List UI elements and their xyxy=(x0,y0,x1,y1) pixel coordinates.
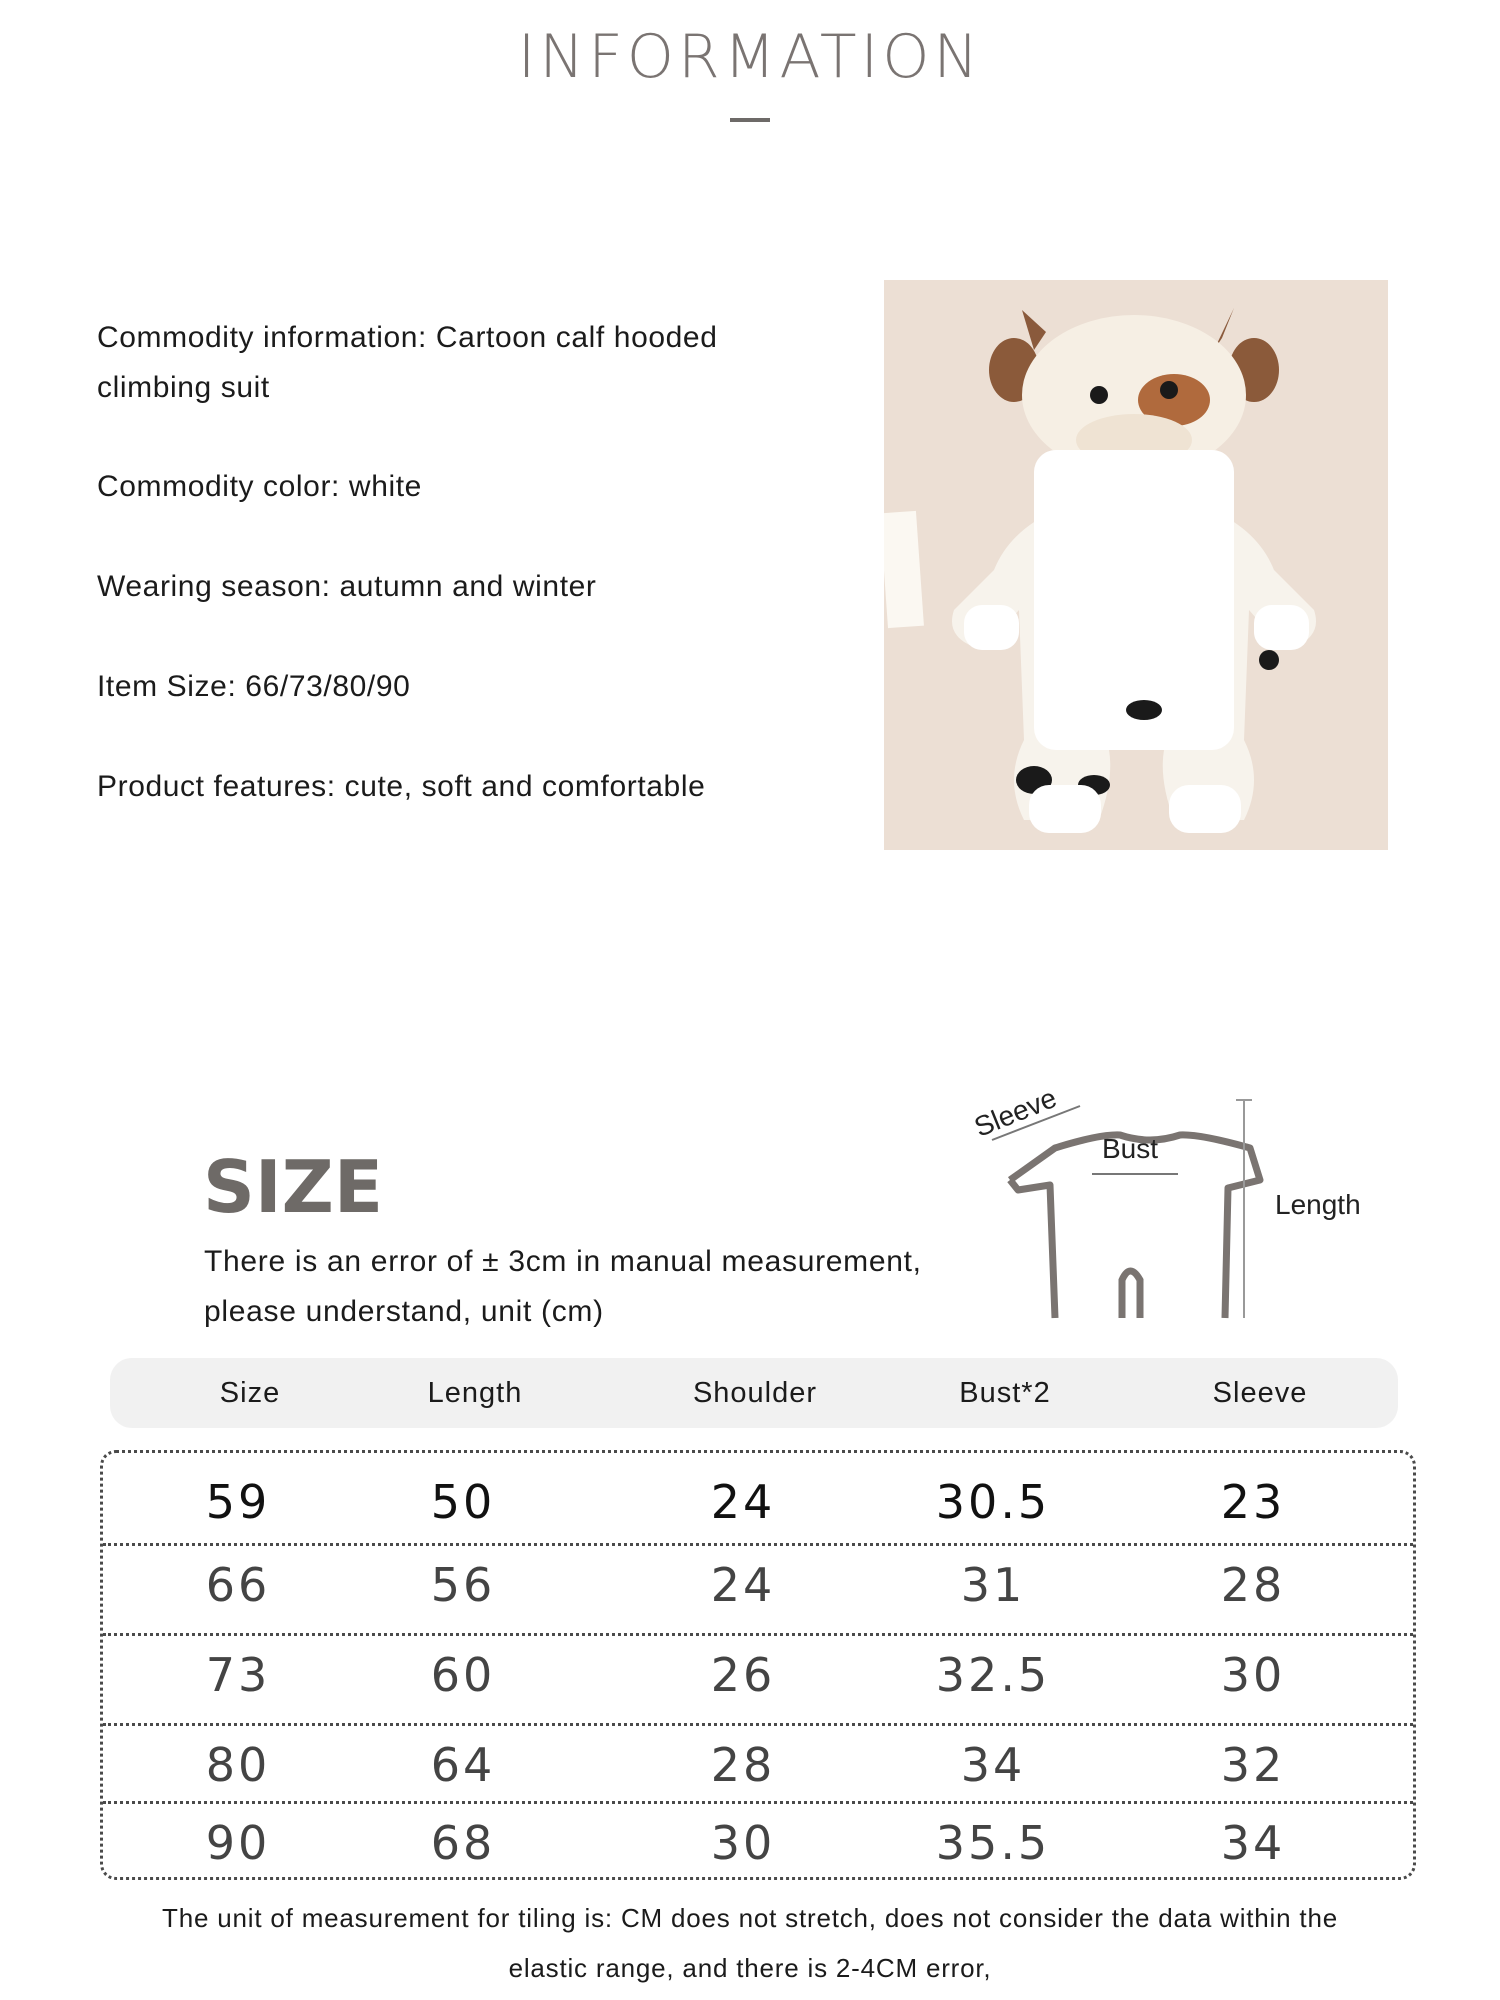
cell-bust: 31 xyxy=(960,1558,1026,1612)
cell-bust: 35.5 xyxy=(935,1816,1051,1870)
cell-size: 73 xyxy=(205,1648,271,1702)
footer-note-line2: elastic range, and there is 2-4CM error, xyxy=(508,1953,992,1983)
footer-note-line1: The unit of measurement for tiling is: CM does not stretch, does not consider the data within the xyxy=(162,1903,1338,1933)
commodity-info-line1: Commodity information: Cartoon calf hooded xyxy=(97,321,718,354)
cell-length: 56 xyxy=(430,1558,496,1612)
commodity-color: Commodity color: white xyxy=(97,470,422,503)
cell-shoulder: 24 xyxy=(710,1475,776,1529)
row-divider xyxy=(103,1633,1413,1636)
bust-label: Bust xyxy=(1102,1133,1159,1164)
size-heading: SIZE xyxy=(203,1145,384,1229)
size-table-header xyxy=(110,1358,1398,1428)
wearing-season: Wearing season: autumn and winter xyxy=(97,570,597,603)
product-features: Product features: cute, soft and comfortable xyxy=(97,770,706,803)
title-divider xyxy=(730,118,770,122)
cell-size: 66 xyxy=(205,1558,271,1612)
sleeve-label: Sleeve xyxy=(969,1081,1061,1143)
cell-bust: 34 xyxy=(960,1738,1026,1792)
cell-sleeve: 32 xyxy=(1220,1738,1286,1792)
cell-size: 90 xyxy=(205,1816,271,1870)
row-divider xyxy=(103,1801,1413,1804)
cell-shoulder: 24 xyxy=(710,1558,776,1612)
cell-length: 60 xyxy=(430,1648,496,1702)
cell-shoulder: 28 xyxy=(710,1738,776,1792)
cell-sleeve: 30 xyxy=(1220,1648,1286,1702)
header-length: Length xyxy=(427,1377,523,1409)
garment-crotch xyxy=(1122,1271,1140,1318)
cow-romper-illustration xyxy=(884,280,1388,850)
row-divider xyxy=(103,1543,1413,1546)
length-label: Length xyxy=(1275,1189,1361,1220)
page-title: INFORMATION xyxy=(517,22,983,92)
cell-shoulder: 26 xyxy=(710,1648,776,1702)
row-divider xyxy=(103,1723,1413,1726)
cell-sleeve: 28 xyxy=(1220,1558,1286,1612)
garment-outline-left xyxy=(1010,1180,1055,1318)
cell-length: 64 xyxy=(430,1738,496,1792)
size-note-line2: please understand, unit (cm) xyxy=(204,1295,604,1328)
cell-bust: 30.5 xyxy=(935,1475,1051,1529)
header-shoulder: Shoulder xyxy=(692,1377,818,1409)
product-photo xyxy=(884,280,1388,850)
cell-bust: 32.5 xyxy=(935,1648,1051,1702)
cell-shoulder: 30 xyxy=(710,1816,776,1870)
measurement-diagram xyxy=(960,1040,1400,1320)
header-size: Size xyxy=(219,1377,281,1409)
cell-length: 68 xyxy=(430,1816,496,1870)
item-size: Item Size: 66/73/80/90 xyxy=(97,670,411,703)
cell-length: 50 xyxy=(430,1475,496,1529)
commodity-info-line2: climbing suit xyxy=(97,371,270,404)
header-sleeve: Sleeve xyxy=(1212,1377,1308,1409)
cell-sleeve: 23 xyxy=(1220,1475,1286,1529)
size-note-line1: There is an error of ± 3cm in manual measurement, xyxy=(204,1245,922,1278)
cell-sleeve: 34 xyxy=(1220,1816,1286,1870)
cell-size: 80 xyxy=(205,1738,271,1792)
size-table xyxy=(100,1450,1416,1880)
cell-size: 59 xyxy=(205,1475,271,1529)
header-bust: Bust*2 xyxy=(959,1377,1051,1409)
